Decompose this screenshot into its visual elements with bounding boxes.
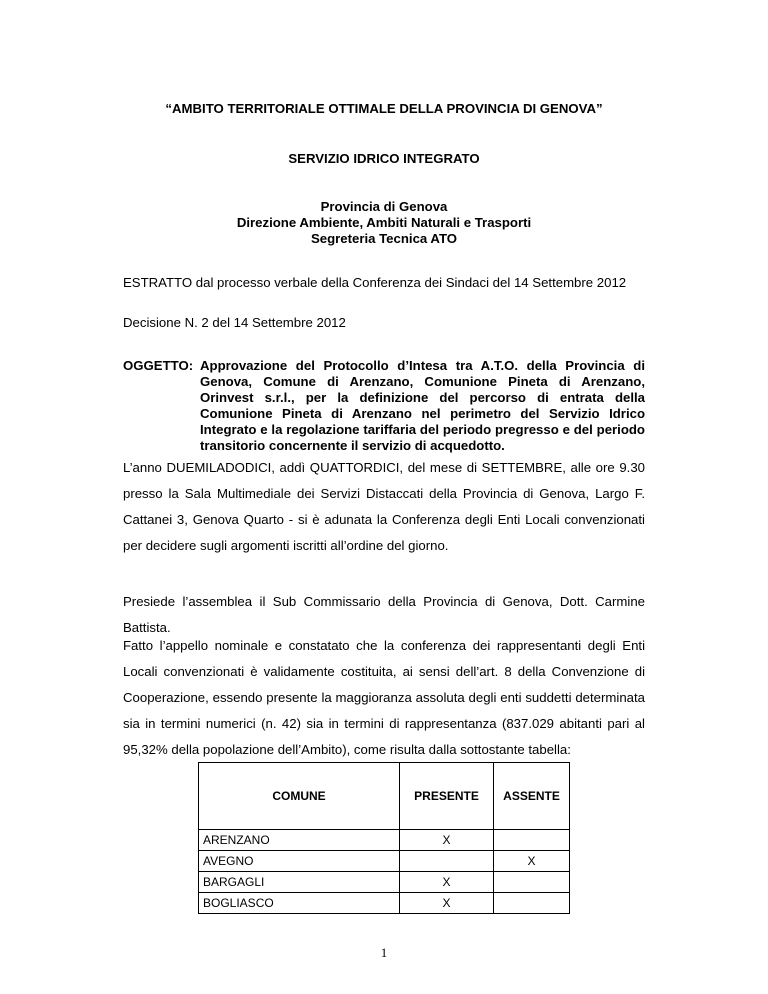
decisione-paragraph: Decisione N. 2 del 14 Settembre 2012 — [123, 315, 346, 330]
anno-paragraph: L’anno DUEMILADODICI, addì QUATTORDICI, del mese di SETTEMBRE, alle ore 9.30 presso la Sala Multimediale dei Servizi Distaccati della Provincia di Genova, Largo F. Cattanei 3, Genova Quarto - si è adunata la Conferenza degli Enti Locali convenzionati per decidere sugli argomenti iscritti all’ordine del giorno. — [123, 460, 645, 553]
oggetto-label: OGGETTO: — [123, 358, 194, 373]
cell-presente: X — [400, 872, 494, 893]
header-presente: PRESENTE — [400, 763, 494, 830]
cell-comune: ARENZANO — [199, 830, 400, 851]
cell-comune: AVEGNO — [199, 851, 400, 872]
page-number: 1 — [380, 945, 388, 960]
fatto-paragraph: Fatto l’appello nominale e constatato che la conferenza dei rappresentanti degli Enti Locali convenzionati è validamente costituita, ai sensi dell’art. 8 della Convenzione di Cooperazione, essendo presente la maggioranza assoluta degli enti suddetti determinata sia in termini numerici (n. 42) sia in termini di rappresentanza (837.029 abitanti pari al 95,32% della popolazione dell’Ambito), come risulta dalla sottostante tabella: — [123, 638, 645, 757]
estratto-paragraph: ESTRATTO dal processo verbale della Conferenza dei Sindaci del 14 Settembre 2012 — [123, 275, 627, 290]
cell-comune: BOGLIASCO — [199, 893, 400, 914]
document-title: “AMBITO TERRITORIALE OTTIMALE DELLA PROVINCIA DI GENOVA” — [165, 101, 603, 116]
table-header-row — [199, 763, 570, 830]
cell-presente: X — [400, 830, 494, 851]
org-line-1: Provincia di Genova — [320, 199, 448, 214]
table-row — [199, 893, 570, 914]
service-title: SERVIZIO IDRICO INTEGRATO — [288, 151, 480, 166]
cell-comune: BARGAGLI — [199, 872, 400, 893]
header-assente: ASSENTE — [494, 763, 570, 830]
oggetto-text: Approvazione del Protocollo d’Intesa tra A.T.O. della Provincia di Genova, Comune di Arenzano, Comunione Pineta di Arenzano, Orinvest s.r.l., per la definizione del percorso di entrata della Comunione Pineta di Arenzano nel perimetro del Servizio Idrico Integrato e la regolazione tariffaria del periodo pregresso e del periodo transitorio concernente il servizio di acquedotto. — [200, 358, 645, 453]
cell-assente: X — [494, 851, 570, 872]
table-row — [199, 830, 570, 851]
cell-presente: X — [400, 893, 494, 914]
table-row — [199, 872, 570, 893]
org-line-2: Direzione Ambiente, Ambiti Naturali e Trasporti — [236, 215, 532, 230]
cell-assente — [494, 893, 570, 914]
cell-assente — [494, 830, 570, 851]
presiede-paragraph: Presiede l’assemblea il Sub Commissario della Provincia di Genova, Dott. Carmine Battista. — [123, 594, 645, 635]
header-comune: COMUNE — [199, 763, 400, 830]
table-row — [199, 851, 570, 872]
cell-assente — [494, 872, 570, 893]
attendance-table — [198, 762, 570, 914]
cell-presente — [400, 851, 494, 872]
org-line-3: Segreteria Tecnica ATO — [310, 231, 458, 246]
